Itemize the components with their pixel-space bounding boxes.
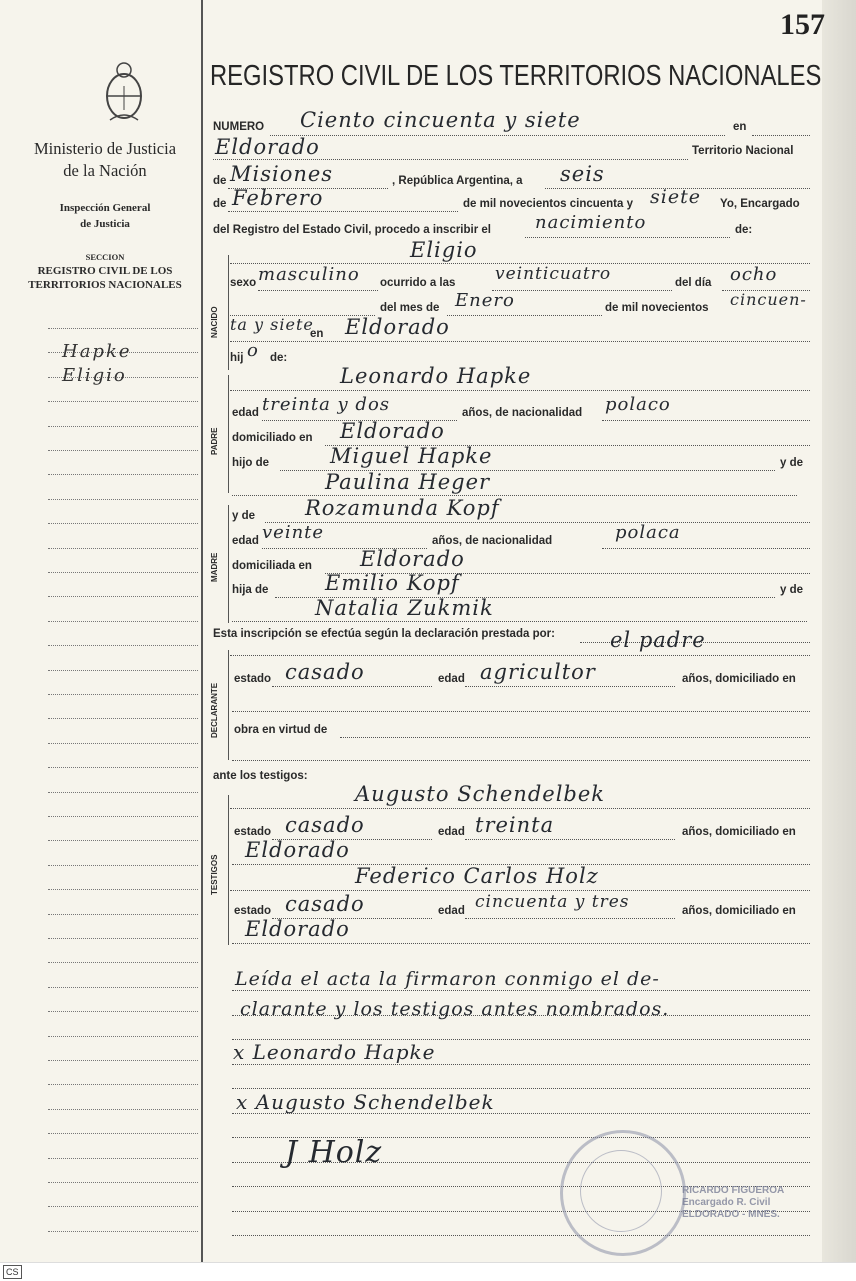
hw-anio-nac-b: ta y siete bbox=[230, 315, 314, 334]
closing-ruled-line bbox=[232, 990, 810, 991]
bracket-madre bbox=[228, 505, 229, 623]
margin-ruled-line bbox=[48, 718, 198, 719]
margin-ruled-line bbox=[48, 987, 198, 988]
hw-padre-nacionalidad: polaco bbox=[605, 394, 671, 415]
line-madre-nacionalidad bbox=[602, 548, 810, 549]
coat-of-arms-icon bbox=[100, 60, 148, 124]
hw-t2-domicilio: Eldorado bbox=[245, 917, 350, 941]
label-sexo: sexo bbox=[230, 277, 257, 289]
hw-t2-estado: casado bbox=[285, 892, 365, 916]
label-y-de-madre: y de bbox=[232, 510, 256, 522]
label-de: de bbox=[213, 175, 227, 187]
scanner-footer bbox=[0, 1262, 856, 1281]
margin-ruled-line bbox=[48, 1133, 198, 1134]
line-mes bbox=[228, 211, 458, 212]
line-obra2 bbox=[232, 760, 810, 761]
label-edad-t1: edad bbox=[438, 826, 465, 838]
page-edge bbox=[822, 0, 856, 1262]
line-lugar-nac bbox=[230, 341, 810, 342]
line-testigo1 bbox=[230, 808, 810, 809]
stamp-line1: RICARDO FIGUEROA bbox=[682, 1185, 785, 1196]
label-ante-testigos: ante los testigos: bbox=[213, 770, 308, 782]
label-y-de-padre: y de bbox=[780, 457, 804, 469]
bracket-declarante bbox=[228, 650, 229, 760]
line-t1-edad bbox=[465, 839, 675, 840]
line-declarante bbox=[230, 655, 810, 656]
hw-lugar: Eldorado bbox=[215, 135, 320, 159]
label-edad-madre: edad bbox=[232, 535, 259, 547]
camscanner-icon: CS bbox=[3, 1265, 22, 1279]
ministry-line1: Ministerio de Justicia bbox=[33, 139, 177, 158]
margin-ruled-line bbox=[48, 548, 198, 549]
label-republica: , República Argentina, a bbox=[392, 175, 523, 187]
closing-ruled-line bbox=[232, 1088, 810, 1089]
register-title: REGISTRO CIVIL DE LOS TERRITORIOS NACIONALES bbox=[210, 60, 822, 92]
margin-ruled-line bbox=[48, 914, 198, 915]
line-numero bbox=[270, 135, 725, 136]
hw-mes: Febrero bbox=[232, 186, 324, 210]
hw-madre-edad: veinte bbox=[262, 522, 325, 543]
side-madre: MADRE bbox=[210, 552, 219, 582]
label-yo-encargado: Yo, Encargado bbox=[720, 198, 800, 210]
label-hijo-de: hijo de bbox=[232, 457, 270, 469]
signature-testigo2: J Holz bbox=[285, 1135, 383, 1170]
ministry-heading bbox=[10, 138, 200, 182]
label-inscripcion: Esta inscripción se efectúa según la declaración prestada por: bbox=[213, 628, 555, 640]
label-anos-dom-decl: años, domiciliado en bbox=[682, 673, 796, 685]
line-t2-edad bbox=[465, 918, 675, 919]
label-edad-t2: edad bbox=[438, 905, 465, 917]
line-obra bbox=[340, 737, 810, 738]
hw-anio-nac-a: cincuen- bbox=[730, 290, 807, 309]
label-mil-cincuenta: de mil novecientos cincuenta y bbox=[463, 198, 633, 210]
label-en-nac: en bbox=[310, 328, 324, 340]
margin-ruled-line bbox=[48, 1036, 198, 1037]
line-decl-blank bbox=[232, 711, 810, 712]
hw-t1-domicilio: Eldorado bbox=[245, 838, 350, 862]
hw-anio: siete bbox=[650, 186, 701, 208]
margin-ruled-line bbox=[48, 450, 198, 451]
label-anos-dom-t2: años, domiciliado en bbox=[682, 905, 796, 917]
inspection-line1: Inspección General bbox=[59, 202, 151, 214]
margin-ruled-line bbox=[48, 743, 198, 744]
hw-madre-nacionalidad: polaca bbox=[615, 522, 681, 543]
margin-ruled-line bbox=[48, 962, 198, 963]
margin-ruled-line bbox=[48, 694, 198, 695]
margin-ruled-line bbox=[48, 499, 198, 500]
label-mil-novecientos: de mil novecientos bbox=[605, 302, 709, 314]
label-en: en bbox=[733, 121, 747, 133]
margin-ruled-line bbox=[48, 1206, 198, 1207]
hw-padre-padre: Miguel Hapke bbox=[330, 444, 493, 468]
hw-cierre1: Leída el acta la firmaron conmigo el de- bbox=[235, 968, 660, 990]
hw-testigo1: Augusto Schendelbek bbox=[355, 782, 605, 806]
official-seal-inner bbox=[580, 1150, 662, 1232]
label-estado-t2: estado bbox=[234, 905, 272, 917]
label-edad-decl: edad bbox=[438, 673, 465, 685]
line-testigo2 bbox=[230, 890, 810, 891]
hw-acto: nacimiento bbox=[535, 212, 647, 233]
hw-dia-nac: ocho bbox=[730, 264, 778, 285]
hw-t2-edad: cincuenta y tres bbox=[475, 892, 630, 912]
hw-padre-domicilio: Eldorado bbox=[340, 419, 445, 443]
inspection-heading bbox=[10, 200, 200, 232]
label-edad-padre: edad bbox=[232, 407, 259, 419]
label-de-colon: de: bbox=[735, 224, 753, 236]
margin-ruled-line bbox=[48, 1060, 198, 1061]
label-ocurrido: ocurrido a las bbox=[380, 277, 456, 289]
hw-padre-nombre: Leonardo Hapke bbox=[340, 364, 532, 388]
side-nacido: NACIDO bbox=[210, 306, 219, 338]
line-en bbox=[752, 135, 810, 136]
margin-ruled-line bbox=[48, 1084, 198, 1085]
label-anos-nac-madre: años, de nacionalidad bbox=[432, 535, 553, 547]
label-de2: de bbox=[213, 198, 227, 210]
label-de3: de: bbox=[270, 352, 288, 364]
hw-decl-edad: agricultor bbox=[480, 660, 596, 684]
margin-rule bbox=[201, 0, 203, 1262]
hw-numero: Ciento cincuenta y siete bbox=[300, 108, 581, 132]
margin-note-surname: Hapke bbox=[62, 341, 132, 362]
line-madre-madre bbox=[232, 621, 807, 622]
section-line2: TERRITORIOS NACIONALES bbox=[28, 279, 182, 291]
stamp-line3: ELDORADO - MNES. bbox=[682, 1209, 780, 1220]
line-padre-nombre bbox=[230, 390, 810, 391]
label-numero: NUMERO bbox=[213, 121, 265, 133]
margin-ruled-line bbox=[48, 938, 198, 939]
margin-ruled-line bbox=[48, 621, 198, 622]
hw-madre-madre: Natalia Zukmik bbox=[315, 596, 494, 620]
margin-ruled-line bbox=[48, 767, 198, 768]
margin-ruled-line bbox=[48, 523, 198, 524]
label-y-de-madre2: y de bbox=[780, 584, 804, 596]
hw-lugar-nac: Eldorado bbox=[345, 315, 450, 339]
hw-madre-padre: Emilio Kopf bbox=[325, 571, 460, 595]
margin-ruled-line bbox=[48, 645, 198, 646]
inspection-line2: de Justicia bbox=[80, 218, 130, 230]
section-heading bbox=[10, 250, 200, 292]
label-del-registro: del Registro del Estado Civil, procedo a inscribir el bbox=[213, 224, 491, 236]
hw-t1-estado: casado bbox=[285, 813, 365, 837]
hw-t1-edad: treinta bbox=[475, 813, 555, 837]
hw-hijo: o bbox=[247, 340, 259, 361]
section-label: SECCION bbox=[85, 252, 125, 262]
label-territorio: Territorio Nacional bbox=[692, 145, 794, 157]
hw-mes-nac: Enero bbox=[455, 290, 515, 311]
label-hij: hij bbox=[230, 352, 244, 364]
margin-ruled-line bbox=[48, 1158, 198, 1159]
hw-testigo2: Federico Carlos Holz bbox=[355, 864, 599, 888]
signature-testigo1: x Augusto Schendelbek bbox=[236, 1090, 495, 1114]
hw-territorio: Misiones bbox=[230, 162, 334, 186]
margin-ruled-line bbox=[48, 889, 198, 890]
line-t2-domicilio bbox=[232, 943, 810, 944]
margin-ruled-line bbox=[48, 572, 198, 573]
hw-dia: seis bbox=[560, 162, 605, 186]
margin-ruled-line bbox=[48, 792, 198, 793]
section-line1: REGISTRO CIVIL DE LOS bbox=[37, 265, 173, 277]
label-del-dia: del día bbox=[675, 277, 712, 289]
side-declarante: DECLARANTE bbox=[210, 682, 219, 738]
margin-ruled-line bbox=[48, 328, 198, 329]
line-padre-nacionalidad bbox=[602, 420, 810, 421]
label-del-mes: del mes de bbox=[380, 302, 440, 314]
line-madre-nombre bbox=[265, 522, 810, 523]
margin-annotation bbox=[62, 340, 132, 388]
hw-declarante: el padre bbox=[610, 628, 706, 652]
stamp-line2: Encargado R. Civil bbox=[682, 1197, 771, 1208]
side-testigos: TESTIGOS bbox=[210, 854, 219, 895]
label-domiciliada: domiciliada en bbox=[232, 560, 312, 572]
hw-decl-estado: casado bbox=[285, 660, 365, 684]
margin-ruled-line bbox=[48, 670, 198, 671]
margin-ruled-line bbox=[48, 426, 198, 427]
hw-hora: veinticuatro bbox=[495, 264, 612, 284]
label-domiciliado-padre: domiciliado en bbox=[232, 432, 313, 444]
line-acto bbox=[525, 237, 730, 238]
margin-ruled-line bbox=[48, 1109, 198, 1110]
margin-ruled-line bbox=[48, 1231, 198, 1232]
margin-ruled-line bbox=[48, 596, 198, 597]
line-sexo bbox=[258, 290, 378, 291]
line-hora bbox=[492, 290, 672, 291]
margin-note-name: Eligio bbox=[62, 365, 127, 386]
closing-ruled-line bbox=[232, 1235, 810, 1236]
closing-ruled-line bbox=[232, 1064, 810, 1065]
margin-ruled-line bbox=[48, 401, 198, 402]
hw-sexo: masculino bbox=[258, 264, 360, 285]
label-hija-de: hija de bbox=[232, 584, 269, 596]
hw-madre-domicilio: Eldorado bbox=[360, 547, 465, 571]
hw-nombre: Eligio bbox=[410, 238, 478, 262]
hw-padre-madre: Paulina Heger bbox=[325, 470, 491, 494]
label-obra: obra en virtud de bbox=[234, 724, 328, 736]
bracket-padre bbox=[228, 375, 229, 493]
line-mes-nac bbox=[447, 315, 602, 316]
label-estado-t1: estado bbox=[234, 826, 272, 838]
side-padre: PADRE bbox=[210, 427, 219, 455]
margin-ruled-line bbox=[48, 865, 198, 866]
line-decl-edad bbox=[465, 686, 675, 687]
official-stamp-text bbox=[682, 1185, 784, 1221]
label-estado-decl: estado bbox=[234, 673, 272, 685]
hw-cierre2: clarante y los testigos antes nombrados. bbox=[240, 998, 670, 1020]
bracket-nacido bbox=[228, 255, 229, 370]
margin-ruled-line bbox=[48, 840, 198, 841]
ministry-line2: de la Nación bbox=[63, 161, 147, 180]
hw-padre-edad: treinta y dos bbox=[262, 394, 391, 415]
line-lugar bbox=[213, 159, 688, 160]
signature-declarante: x Leonardo Hapke bbox=[233, 1040, 436, 1064]
page-number: 157 bbox=[780, 8, 825, 41]
margin-ruled-line bbox=[48, 474, 198, 475]
label-anos-dom-t1: años, domiciliado en bbox=[682, 826, 796, 838]
margin-ruled-line bbox=[48, 1182, 198, 1183]
label-anos-nac-padre: años, de nacionalidad bbox=[462, 407, 583, 419]
line-decl-estado bbox=[272, 686, 432, 687]
margin-ruled-line bbox=[48, 816, 198, 817]
bracket-testigos bbox=[228, 795, 229, 945]
margin-ruled-line bbox=[48, 1011, 198, 1012]
hw-madre-nombre: Rozamunda Kopf bbox=[305, 496, 500, 520]
